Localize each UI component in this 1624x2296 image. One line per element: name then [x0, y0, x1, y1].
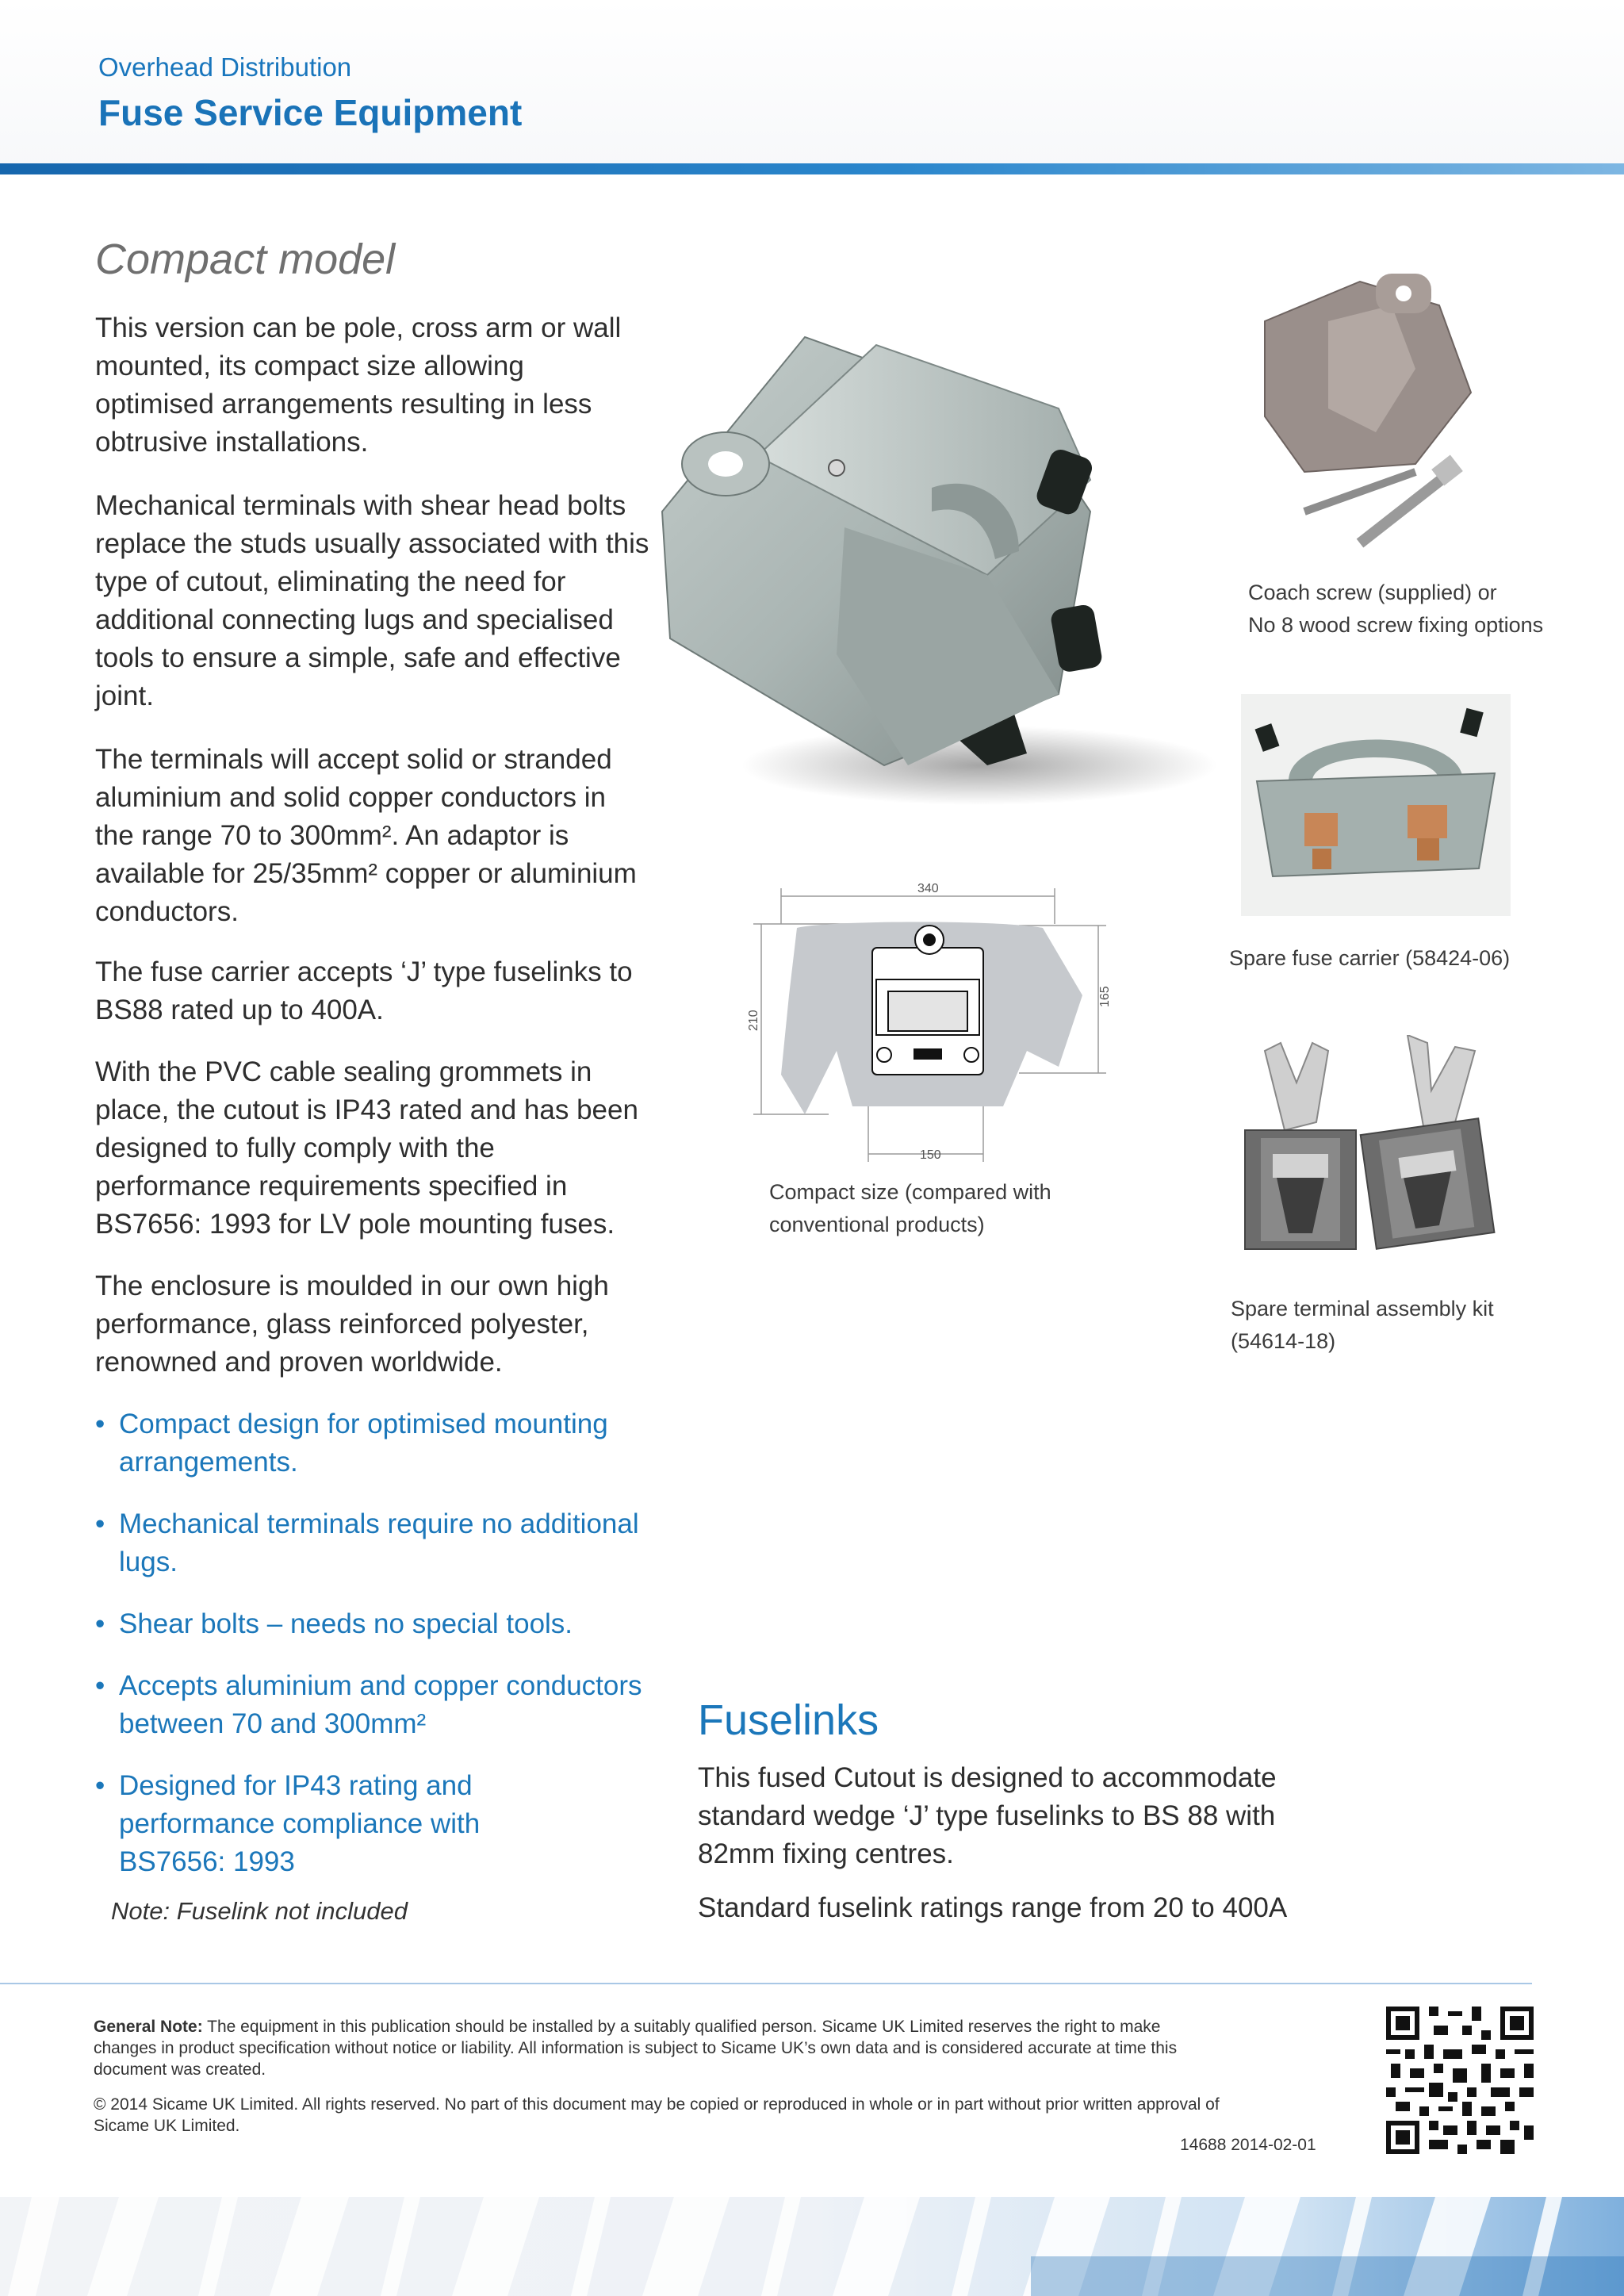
header-bar: [0, 163, 1624, 174]
caption-line: (54614-18): [1231, 1329, 1336, 1353]
footer-decorative-band: [0, 2197, 1624, 2296]
fuselinks-paragraph-2: [698, 1889, 1316, 1927]
caption-line: Spare terminal assembly kit: [1231, 1297, 1494, 1320]
header-category: Overhead Distribution: [98, 52, 352, 82]
list-item: [95, 1505, 650, 1581]
header-title: Fuse Service Equipment: [98, 92, 523, 133]
list-item: [95, 1667, 650, 1743]
general-note-text: The equipment in this publication should be installed by a suitably qualified person. Sicame UK Limited reserves the right to make changes in product specification without notice or liability. All information is subject to Sicame UK’s own data and is considered accurate at time this document was created.: [94, 2018, 1178, 2079]
stripe-pattern-icon: [0, 2197, 1624, 2296]
paragraph-text: The enclosure is moulded in our own high performance, glass reinforced polyester, renowned and proven worldwide.: [95, 1271, 609, 1378]
qr-code-icon: [1386, 2007, 1534, 2154]
list-item: [95, 1405, 650, 1481]
coach-screw-bracket-image: [1257, 274, 1483, 555]
list-item: [95, 1767, 563, 1881]
fuselink-note: Note: Fuselink not included: [111, 1897, 408, 1925]
general-note-label: General Note:: [94, 2018, 203, 2036]
bullet-icon: •: [95, 1409, 105, 1439]
paragraph-2: [95, 487, 650, 715]
page-header: [0, 0, 1624, 167]
bullet-icon: •: [95, 1770, 105, 1801]
paragraph-5: [95, 1053, 650, 1244]
list-item-text: Designed for IP43 rating and performance compliance with BS7656: 1993: [119, 1770, 481, 1877]
paragraph-3: [95, 741, 650, 931]
drawing-caption: [769, 1176, 1051, 1241]
terminal-kit-caption: [1231, 1293, 1494, 1358]
caption-line: No 8 wood screw fixing options: [1248, 613, 1544, 637]
paragraph-text: This fused Cutout is designed to accommodate standard wedge ‘J’ type fuselinks to BS 88 with 82mm fixing centres.: [698, 1762, 1277, 1869]
general-note: [94, 2016, 1188, 2080]
list-item-text: Compact design for optimised mounting arrangements.: [119, 1409, 608, 1478]
cutout-product-image: [646, 321, 1241, 829]
dim-label: 150: [920, 1148, 941, 1162]
dimension-drawing: [741, 876, 1114, 1166]
paragraph-text: Standard fuselink ratings range from 20 to 400A: [698, 1892, 1288, 1923]
footer-divider: [0, 1983, 1532, 1984]
caption-line: Compact size (compared with: [769, 1180, 1051, 1204]
terminal-kit-image: [1225, 1035, 1519, 1273]
paragraph-text: This version can be pole, cross arm or wall mounted, its compact size allowing optimised arrangements resulting in less obtrusive installations.: [95, 312, 622, 458]
paragraph-6: [95, 1267, 650, 1382]
coach-screw-caption: [1248, 577, 1543, 642]
paragraph-text: With the PVC cable sealing grommets in place, the cutout is IP43 rated and has been designed to fully comply with the performance requirements specified in BS7656: 1993 for LV pole mounting fuses.: [95, 1056, 638, 1240]
paragraph-text: The terminals will accept solid or stranded aluminium and solid copper conductors in the range 70 to 300mm². An adaptor is available for 25/35mm² copper or aluminium conductors.: [95, 744, 637, 927]
copyright-notice: © 2014 Sicame UK Limited. All rights reserved. No part of this document may be copied or reproduced in whole or in part without prior written approval of Sicame UK Limited.: [94, 2095, 1220, 2135]
caption-line: conventional products): [769, 1213, 985, 1236]
fuselinks-paragraph-1: [698, 1759, 1316, 1873]
list-item-text: Accepts aluminium and copper conductors between 70 and 300mm²: [119, 1670, 642, 1739]
fuse-carrier-image: [1241, 694, 1511, 916]
section-heading: Compact model: [95, 236, 396, 283]
document-number: 14688 2014-02-01: [1180, 2136, 1316, 2154]
dim-label: 340: [917, 882, 939, 895]
list-item-text: Shear bolts – needs no special tools.: [119, 1608, 573, 1639]
caption-line: Coach screw (supplied) or: [1248, 581, 1497, 604]
feature-list: [95, 1405, 650, 1905]
paragraph-text: Mechanical terminals with shear head bolts replace the studs usually associated with this type of cutout, eliminating the need for additional connecting lugs and specialised tools to ensure a simple, safe and effective joint.: [95, 490, 649, 711]
paragraph-text: The fuse carrier accepts ‘J’ type fuselinks to BS88 rated up to 400A.: [95, 956, 633, 1025]
paragraph-1: [95, 309, 650, 462]
fuselinks-heading: Fuselinks: [698, 1696, 879, 1744]
list-item-text: Mechanical terminals require no additional lugs.: [119, 1508, 639, 1577]
bullet-icon: •: [95, 1508, 105, 1539]
paragraph-4: [95, 953, 650, 1029]
dim-label: 210: [747, 1010, 760, 1031]
fuse-carrier-caption: Spare fuse carrier (58424-06): [1229, 946, 1511, 970]
bullet-icon: •: [95, 1670, 105, 1701]
dim-label: 165: [1098, 986, 1112, 1007]
bullet-icon: •: [95, 1608, 105, 1639]
list-item: [95, 1605, 650, 1643]
